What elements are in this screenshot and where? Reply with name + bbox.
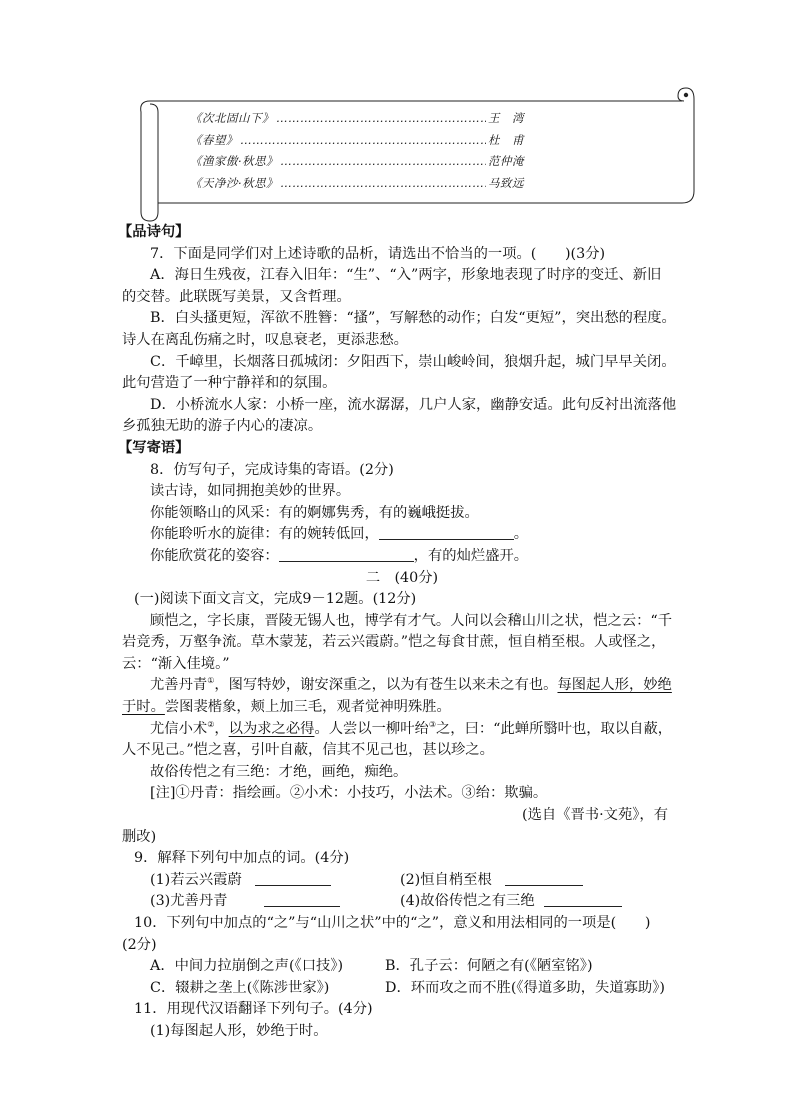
q8-line-3: 你能聆听水的旋律：有的婉转低回， 。	[150, 526, 529, 543]
q9-row-2: (3)尤善丹青 (4)故俗传恺之有三绝	[122, 891, 682, 913]
underlined-sentence: 于时。	[122, 699, 165, 716]
passage-p3-line1: 尤信小术②，以为求之必得。人尝以一柳叶绐③之，曰：“此蝉所翳叶也，取以自蔽，	[150, 719, 673, 737]
q9-row-1: (1)若云兴霞蔚 (2)恒自梢至根	[122, 870, 682, 892]
part-two-heading: 二 (40分)	[365, 569, 439, 586]
question-10: 10．下列句中加点的“之”与“山川之状”中的“之”，意义和用法相同的一项是( )	[134, 915, 651, 931]
section-header-xie: 【写寄语】	[118, 439, 190, 456]
q8-line-4: 你能欣赏花的姿容： ，有的灿烂盛开。	[150, 547, 529, 564]
scroll-knob	[684, 93, 688, 97]
option-d: D．小桥流水人家：小桥一座，流水潺潺，几户人家，幽静安适。此句反衬出流落他	[150, 396, 677, 413]
answer-blank[interactable]	[255, 871, 331, 886]
passage-p1-line1: 顾恺之，字长康，晋陵无锡人也，博学有才气。人问以会稽山川之状，恺之云：“千	[150, 612, 672, 629]
question-9: 9．解释下列句中加点的词。(4分)	[134, 850, 350, 867]
option-b-cont: 诗人在离乱伤痛之时，叹息衰老，更添悲愁。	[122, 331, 408, 348]
source-citation-cont: 删改)	[122, 828, 157, 845]
question-10-cont: (2分)	[122, 936, 157, 953]
answer-blank[interactable]	[379, 525, 514, 540]
underlined-sentence: 以为求之必得	[228, 720, 315, 737]
reading-intro: (一)阅读下面文言文，完成9－12题。(12分)	[134, 591, 417, 608]
poem-title: 《天净沙·秋思》	[190, 175, 279, 190]
question-11: 11．用现代汉语翻译下列句子。(4分)	[134, 1001, 373, 1018]
poem-title: 《次北固山下》	[190, 111, 274, 125]
question-7: 7．下面是同学们对上述诗歌的品析，请选出不恰当的一项。( )(3分)	[150, 245, 606, 262]
answer-blank[interactable]	[264, 892, 340, 907]
poem-title: 《渔家傲·秋思》	[190, 154, 279, 168]
poem-row	[190, 130, 530, 152]
answer-blank[interactable]	[279, 547, 414, 562]
section-header-pin: 【品诗句】	[118, 224, 190, 240]
q10-option-a: A．中间力拉崩倒之声(《口技》)	[150, 958, 344, 975]
poem-author: 范仲淹	[488, 154, 524, 168]
poem-title: 《春望》	[190, 132, 238, 147]
poem-author: 马致远	[488, 175, 524, 190]
q10-row-1	[122, 956, 682, 978]
q8-line-1: 读古诗，如同拥抱美妙的世界。	[150, 483, 351, 500]
answer-blank[interactable]	[505, 871, 583, 886]
underlined-sentence: 每图起人形，妙绝	[557, 677, 672, 694]
exam-content	[118, 222, 682, 1043]
passage-p2-line1: 尤善丹青①，图写特妙，谢安深重之，以为有苍生以来未之有也。每图起人形，妙绝	[150, 676, 672, 694]
q10-option-b: B．孔子云：何陋之有(《陋室铭》)	[385, 958, 593, 975]
source-citation: (选自《晋书·文苑》，有	[522, 807, 668, 824]
option-a-cont: 的交替。此联既写美景，又含哲理。	[122, 288, 351, 305]
poem-list	[190, 108, 530, 194]
question-8: 8．仿写句子，完成诗集的寄语。(2分)	[150, 461, 394, 478]
q10-option-c: C．辍耕之垄上(《陈涉世家》)	[150, 979, 330, 996]
option-d-cont: 乡孤独无助的游子内心的凄凉。	[122, 418, 323, 435]
q10-option-d: D．环而攻之而不胜(《得道多助，失道寡助》)	[385, 979, 665, 996]
poem-author: 杜 甫	[488, 132, 524, 147]
passage-p1-line3: 云：“渐入佳境。”	[122, 655, 230, 672]
poem-row	[190, 173, 530, 195]
option-b: B．白头搔更短，浑欲不胜簪：“搔”，写解愁的动作；白发“更短”，突出愁的程度。	[150, 310, 676, 327]
q11-sentence-1: (1)每图起人形，妙绝于时。	[150, 1022, 328, 1039]
option-a: A．海日生残夜，江春入旧年：“生”、“入”两字，形象地表现了时序的变迁、新旧	[150, 267, 662, 284]
poem-row	[190, 108, 530, 130]
passage-p4: 故俗传恺之有三绝：才绝，画绝，痴绝。	[150, 763, 408, 780]
poem-row	[190, 151, 530, 173]
passage-p2-line2: 于时。尝图裴楷象，颊上加三毛，观者觉神明殊胜。	[122, 699, 451, 716]
poem-author: 王 湾	[488, 111, 524, 125]
option-c: C．千嶂里，长烟落日孤城闭：夕阳西下，崇山峻岭间，狼烟升起，城门早早关闭。	[150, 353, 676, 370]
q8-line-2: 你能领略山的风采：有的婀娜隽秀，有的巍峨挺拔。	[150, 504, 479, 521]
annotation-note: [注]①丹青：指绘画。②小术：小技巧，小法术。③绐：欺骗。	[150, 785, 548, 802]
option-c-cont: 此句营造了一种宁静祥和的氛围。	[122, 375, 337, 392]
q10-row-2	[122, 978, 682, 1000]
passage-p1-line2: 岩竞秀，万壑争流。草木蒙茏，若云兴霞蔚。”恺之每食甘蔗，恒自梢至根。人或怪之，	[122, 634, 666, 651]
answer-blank[interactable]	[544, 892, 622, 907]
passage-p3-line2: 人不见己。”恺之喜，引叶自蔽，信其不见己也，甚以珍之。	[122, 742, 494, 759]
